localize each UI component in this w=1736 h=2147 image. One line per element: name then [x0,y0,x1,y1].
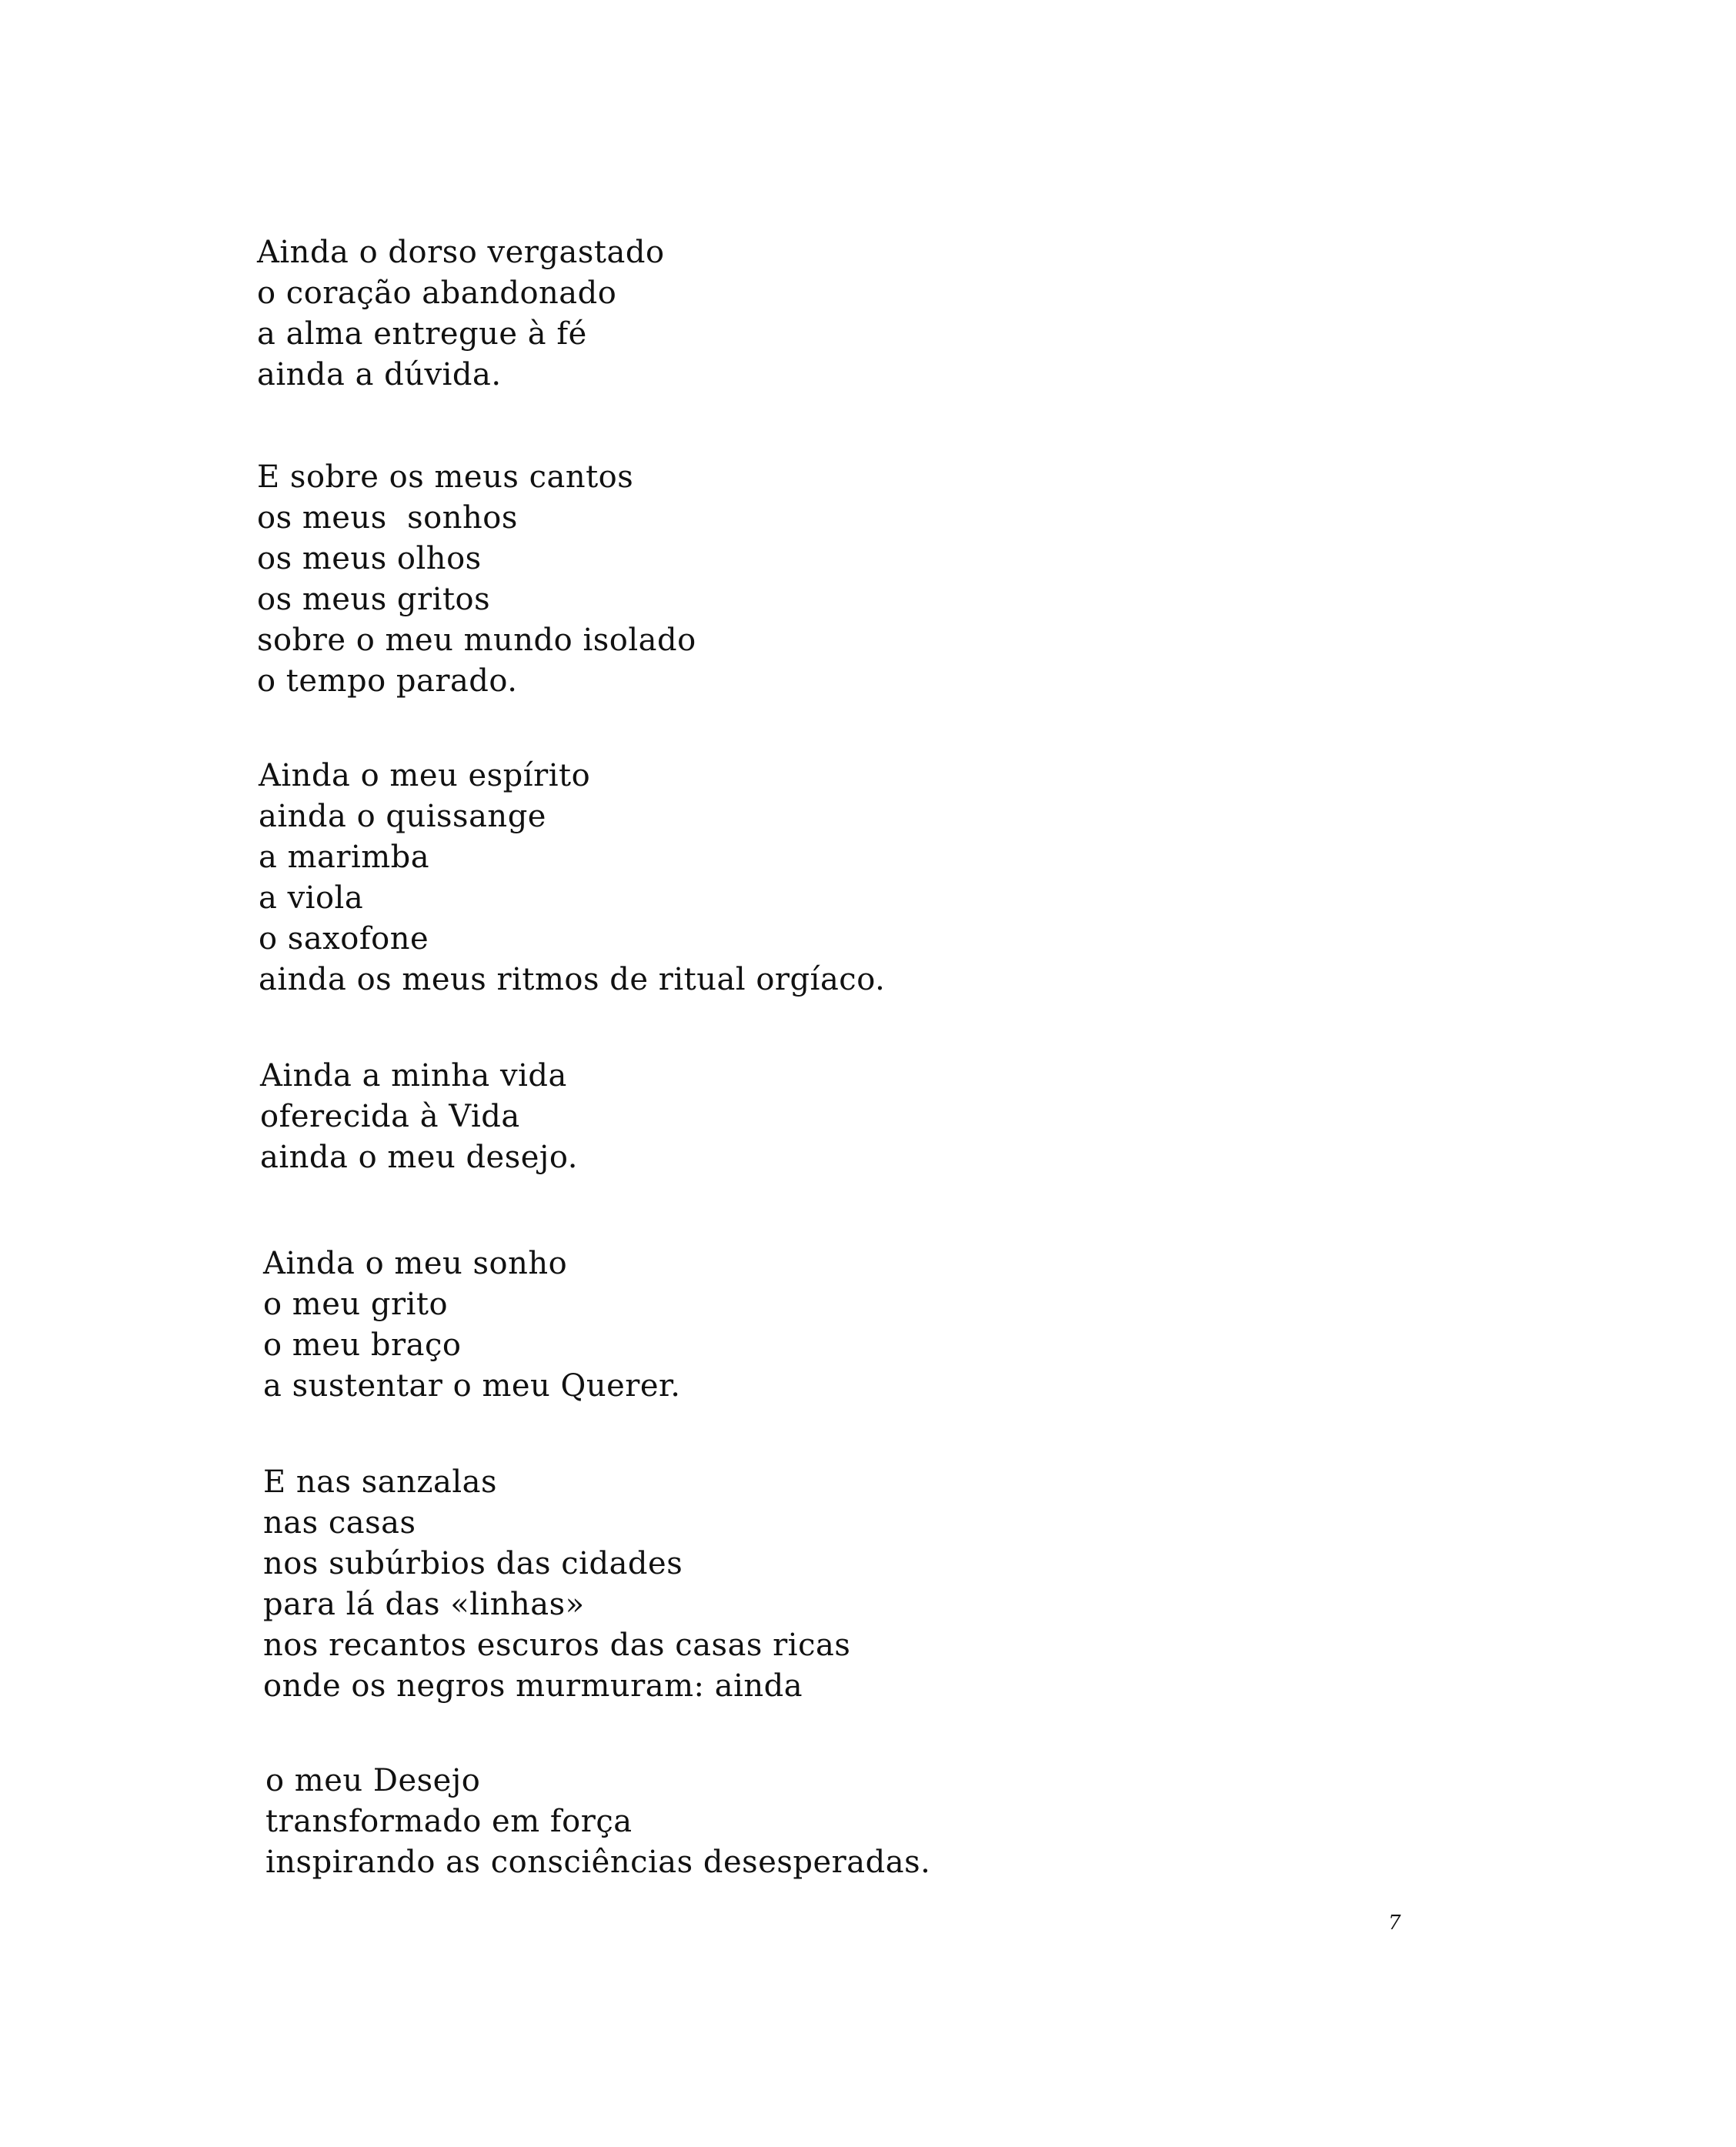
poem-line: os meus sonhos [257,500,518,536]
poem-line: oferecida à Vida [260,1099,520,1134]
poem-line: ainda os meus ritmos de ritual orgíaco. [259,962,886,997]
poem-line: nos recantos escuros das casas ricas [263,1628,851,1663]
stanza-3 [259,756,885,1000]
poem-line: os meus gritos [257,582,491,617]
poem-line: ainda o meu desejo. [260,1140,578,1175]
stanza-7 [265,1761,930,1883]
poem-line: Ainda o meu sonho [263,1246,568,1281]
poem-line: o meu Desejo [265,1763,481,1798]
page-number: 7 [1388,1912,1401,1935]
poem-line: E nas sanzalas [263,1464,497,1500]
stanza-6 [263,1462,850,1707]
poem-line: a marimba [259,840,430,875]
poem-line: ainda a dúvida. [257,357,502,392]
poem-line: inspirando as consciências desesperadas. [265,1845,931,1880]
stanza-2 [257,457,696,702]
poem-line: onde os negros murmuram: ainda [263,1668,803,1704]
stanza-1 [257,232,665,396]
poem-line: o coração abandonado [257,275,617,311]
poem-line: o meu grito [263,1287,449,1322]
poem-line: o saxofone [259,921,429,957]
poem-line: para lá das «linhas» [263,1587,585,1622]
poem-line: sobre o meu mundo isolado [257,623,696,658]
poem-line: a alma entregue à fé [257,316,587,352]
stanza-4 [260,1056,578,1178]
stanza-5 [263,1244,680,1407]
poem-line: a viola [259,880,364,916]
poem-line: ainda o quissange [259,799,546,834]
poem-line: nas casas [263,1505,416,1541]
poem-line: Ainda o dorso vergastado [257,235,665,270]
poem-line: os meus olhos [257,541,482,576]
poem-line: a sustentar o meu Querer. [263,1368,681,1404]
poem-line: E sobre os meus cantos [257,459,634,495]
poem-line: Ainda a minha vida [260,1058,567,1094]
poem-line: o meu braço [263,1327,462,1363]
poem-line: Ainda o meu espírito [259,758,591,793]
poem-line: nos subúrbios das cidades [263,1546,683,1581]
poem-line: o tempo parado. [257,663,518,699]
poem-line: transformado em força [265,1804,633,1839]
